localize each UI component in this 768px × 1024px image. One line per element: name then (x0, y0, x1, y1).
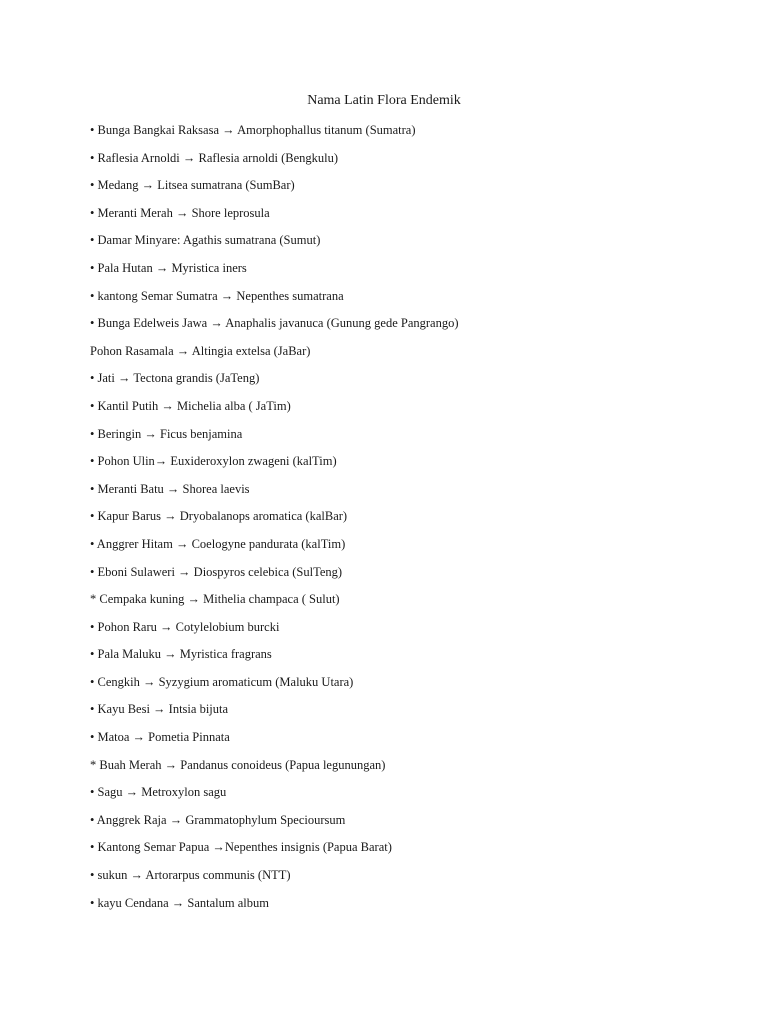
list-item: • Bunga Bangkai Raksasa → Amorphophallus titanum (Sumatra) (90, 123, 416, 137)
list-item: * Buah Merah → Pandanus conoideus (Papua legunungan) (90, 757, 386, 772)
list-item: • Pala Maluku → Myristica fragrans (90, 647, 272, 662)
list-item: • Raflesia Arnoldi → Raflesia arnoldi (Bengkulu) (90, 150, 339, 165)
list-item: • kayu Cendana → Santalum album (90, 895, 269, 910)
list-item: • Pohon Raru → Cotylelobium burcki (90, 619, 280, 634)
list-item: • Damar Minyare: Agathis sumatrana (Sumut) (90, 233, 321, 248)
list-item: • Sagu → Metroxylon sagu (90, 785, 227, 800)
list-item: • Kayu Besi → Intsia bijuta (90, 702, 229, 717)
document-title: Nama Latin Flora Endemik (307, 93, 461, 108)
list-item: • Anggrek Raja → Grammatophylum Specioursum (90, 812, 346, 827)
list-item: * Cempaka kuning → Mithelia champaca ( Sulut) (90, 592, 340, 607)
flora-list (90, 122, 730, 922)
list-item: • Cengkih → Syzygium aromaticum (Maluku Utara) (90, 674, 354, 689)
list-item: Pohon Rasamala → Altingia extelsa (JaBar) (90, 343, 311, 358)
list-item: • Eboni Sulaweri → Diospyros celebica (SulTeng) (90, 564, 343, 579)
list-item: • Kapur Barus → Dryobalanops aromatica (kalBar) (90, 509, 348, 524)
list-item: • Jati → Tectona grandis (JaTeng) (90, 371, 260, 386)
list-item: • Pala Hutan → Myristica iners (90, 260, 247, 275)
list-item: • sukun → Artorarpus communis (NTT) (90, 868, 291, 883)
list-item: • Medang → Litsea sumatrana (SumBar) (90, 178, 295, 193)
list-item: • kantong Semar Sumatra → Nepenthes sumatrana (90, 288, 344, 303)
list-item: • Kantil Putih → Michelia alba ( JaTim) (90, 398, 291, 413)
list-item: • Meranti Batu → Shorea laevis (90, 481, 250, 496)
list-item: • Beringin → Ficus benjamina (90, 426, 243, 441)
list-item: • Meranti Merah → Shore leprosula (90, 205, 270, 220)
list-item: • Matoa → Pometia Pinnata (90, 730, 230, 745)
list-item: • Pohon Ulin→ Euxideroxylon zwageni (kalTim) (90, 454, 337, 469)
list-item: • Kantong Semar Papua →Nepenthes insignis (Papua Barat) (90, 840, 392, 855)
list-item: • Bunga Edelweis Jawa → Anaphalis javanuca (Gunung gede Pangrango) (90, 316, 459, 331)
list-item: • Anggrer Hitam → Coelogyne pandurata (kalTim) (90, 536, 346, 551)
